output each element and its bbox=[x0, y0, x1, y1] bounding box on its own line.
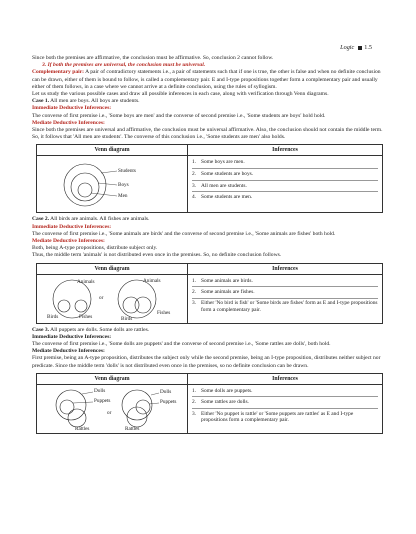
birds-circle bbox=[58, 300, 70, 312]
or-label: or bbox=[99, 294, 104, 301]
case2-thus-text: Thus, the middle term 'animals' is not distributed even once in the premises. So, no definite conclusion follows. bbox=[32, 252, 282, 259]
animals-label: Animals bbox=[143, 277, 161, 284]
students-circle bbox=[64, 164, 106, 206]
case2-mediate-text: Both, being A-type propositions, distribute subject only. bbox=[32, 245, 158, 252]
complementary-pair-heading: Complementary pair: bbox=[32, 69, 85, 76]
rattles-circle bbox=[68, 409, 86, 427]
case1-mediate-heading: Mediate Deductive Inferences: bbox=[32, 119, 105, 126]
case2-immediate-heading: Immediate Deductive Inferences: bbox=[32, 223, 112, 230]
square-bullet-icon bbox=[358, 46, 362, 50]
case3-inferences-header: Inferences bbox=[188, 374, 382, 385]
complementary-pair-paragraph bbox=[32, 69, 386, 91]
inference-item: 1. Some boys are men. bbox=[192, 157, 378, 169]
page-number: 1.5 bbox=[364, 44, 372, 51]
boys-label: Boys bbox=[118, 182, 129, 189]
intro-line: Since both the premises are affirmative, the conclusion must be affirmative. So, conclusion 2 cannot follow. bbox=[32, 55, 274, 61]
fishes-circle bbox=[75, 300, 87, 312]
puppets-label: Puppets bbox=[160, 398, 177, 405]
case3-title: Case 3. All puppets are dolls. Some dolls are rattles. bbox=[32, 326, 150, 333]
case3-immediate-heading: Immediate Deductive Inferences: bbox=[32, 333, 112, 340]
main-content bbox=[32, 55, 386, 437]
inference-item: 3. Either 'No bird is fish' or 'Some birds are fishes' form as E and I-type propositions form a complementary pair. bbox=[192, 300, 378, 313]
puppets-label: Puppets bbox=[94, 397, 111, 404]
inference-item: 3. All men are students. bbox=[192, 181, 378, 193]
fishes-label: Fishes bbox=[79, 313, 93, 320]
complementary-pair-text: A pair of contradictory statements i.e., a pair of statements such that if one is true, the other is false and when no definite conclusion can be drawn, either of them is bound to follow, is called a complementary pair. E and I-type propositions together form a complementary pair and usually either of them follows, in a case where we cannot arrive at a definite conclusion, using the rules of syllogism. bbox=[32, 69, 381, 90]
case2-table bbox=[36, 263, 383, 324]
case1-mediate-text: Since both the premises are universal and affirmative, the conclusion must be universal affirmative. Also, the conclusion should not contain the middle term. So, it follows that 'All men are students'. The converse of this conclusion i.e., 'Some students are men' also holds. bbox=[32, 127, 383, 141]
birds-label: Birds bbox=[121, 315, 133, 322]
inference-item: 1. Some dolls are puppets. bbox=[192, 386, 378, 398]
case2-inferences-header: Inferences bbox=[188, 264, 382, 275]
rule-3: 3. If both the premises are universal, the conclusion must be universal. bbox=[42, 62, 206, 69]
case1-immediate-text: The converse of first premise i.e., 'Some boys are men' and the converse of second premise i.e., 'Some students are boys' hold hold. bbox=[32, 112, 326, 119]
case3-inferences-list bbox=[188, 385, 382, 425]
fishes-label: Fishes bbox=[157, 309, 171, 316]
birds-label: Birds bbox=[47, 313, 59, 320]
case1-title: Case 1. All men are boys. All boys are students. bbox=[32, 98, 140, 105]
or-label: or bbox=[107, 409, 112, 416]
running-header bbox=[340, 44, 372, 51]
section-title: Logic bbox=[340, 44, 355, 51]
case1-venn-diagram bbox=[37, 156, 187, 212]
case3-venn-header: Venn diagram bbox=[37, 374, 187, 385]
men-circle bbox=[78, 183, 92, 197]
case1-table bbox=[36, 144, 383, 213]
case1-venn-header: Venn diagram bbox=[37, 145, 187, 156]
inference-item: 2. Some students are boys. bbox=[192, 169, 378, 181]
case2-inferences-list bbox=[188, 275, 382, 315]
inference-item: 1. Some animals are birds. bbox=[192, 276, 378, 288]
inference-item: 3. Either 'No puppet is rattle' or 'Some puppets are rattles' as E and I-type propositions form a complementary pair. bbox=[192, 410, 354, 424]
dolls-label: Dolls bbox=[160, 388, 172, 395]
students-label: Students bbox=[118, 168, 136, 175]
case2-venn-diagram bbox=[37, 275, 187, 323]
puppets-circle bbox=[60, 400, 74, 414]
rattles-label: Rattles bbox=[125, 425, 140, 432]
animals-circle bbox=[118, 280, 156, 318]
animals-label: Animals bbox=[77, 278, 95, 285]
case1-immediate-heading: Immediate Deductive Inferences: bbox=[32, 105, 112, 112]
case2-immediate-text: The converse of first premise i.e., 'Some animals are birds' and the converse of second premise i.e., 'Some animals are fishes' both hold. bbox=[32, 230, 336, 237]
case2-title: Case 2. All birds are animals. All fishes are animals. bbox=[32, 216, 150, 223]
case3-immediate-text: The converse of first premise i.e., 'Some dolls are puppets' and the converse of second premise i.e., 'Some rattles are dolls', both hold. bbox=[32, 341, 331, 348]
dolls-label: Dolls bbox=[94, 387, 106, 394]
case3-mediate-text: First premise, being an A-type proposition, distributes the subject only while the second premise, being an I-type proposition, distributes neither subject nor predicate. Since the middle term 'dolls' is not distributed even once in the premises, so no definite conclusion can be drawn. bbox=[32, 355, 381, 369]
case1-inferences-header: Inferences bbox=[188, 145, 382, 156]
case3-venn-diagram bbox=[37, 385, 187, 433]
rattles-label: Rattles bbox=[75, 425, 90, 432]
nested-circles-diagram bbox=[37, 156, 187, 212]
men-label: Men bbox=[118, 193, 128, 200]
case2-venn-header: Venn diagram bbox=[37, 264, 187, 275]
case3-table bbox=[36, 373, 383, 434]
case3-mediate-heading: Mediate Deductive Inferences: bbox=[32, 348, 105, 355]
inference-item: 4. Some students are men. bbox=[192, 193, 253, 200]
study-line: Let us study the various possible cases and draw all possible inferences in each case, along with verification through Venn diagrams. bbox=[32, 91, 329, 98]
case1-inferences-list bbox=[188, 156, 382, 201]
birds-circle bbox=[123, 297, 139, 313]
inference-item: 2. Some animals are fishes. bbox=[192, 287, 378, 299]
inference-item: 2. Some rattles are dolls. bbox=[192, 397, 378, 409]
case2-mediate-heading: Mediate Deductive Inferences: bbox=[32, 238, 105, 245]
dolls-circle bbox=[122, 390, 152, 420]
fishes-circle bbox=[135, 297, 151, 313]
animals-circle bbox=[53, 280, 91, 318]
